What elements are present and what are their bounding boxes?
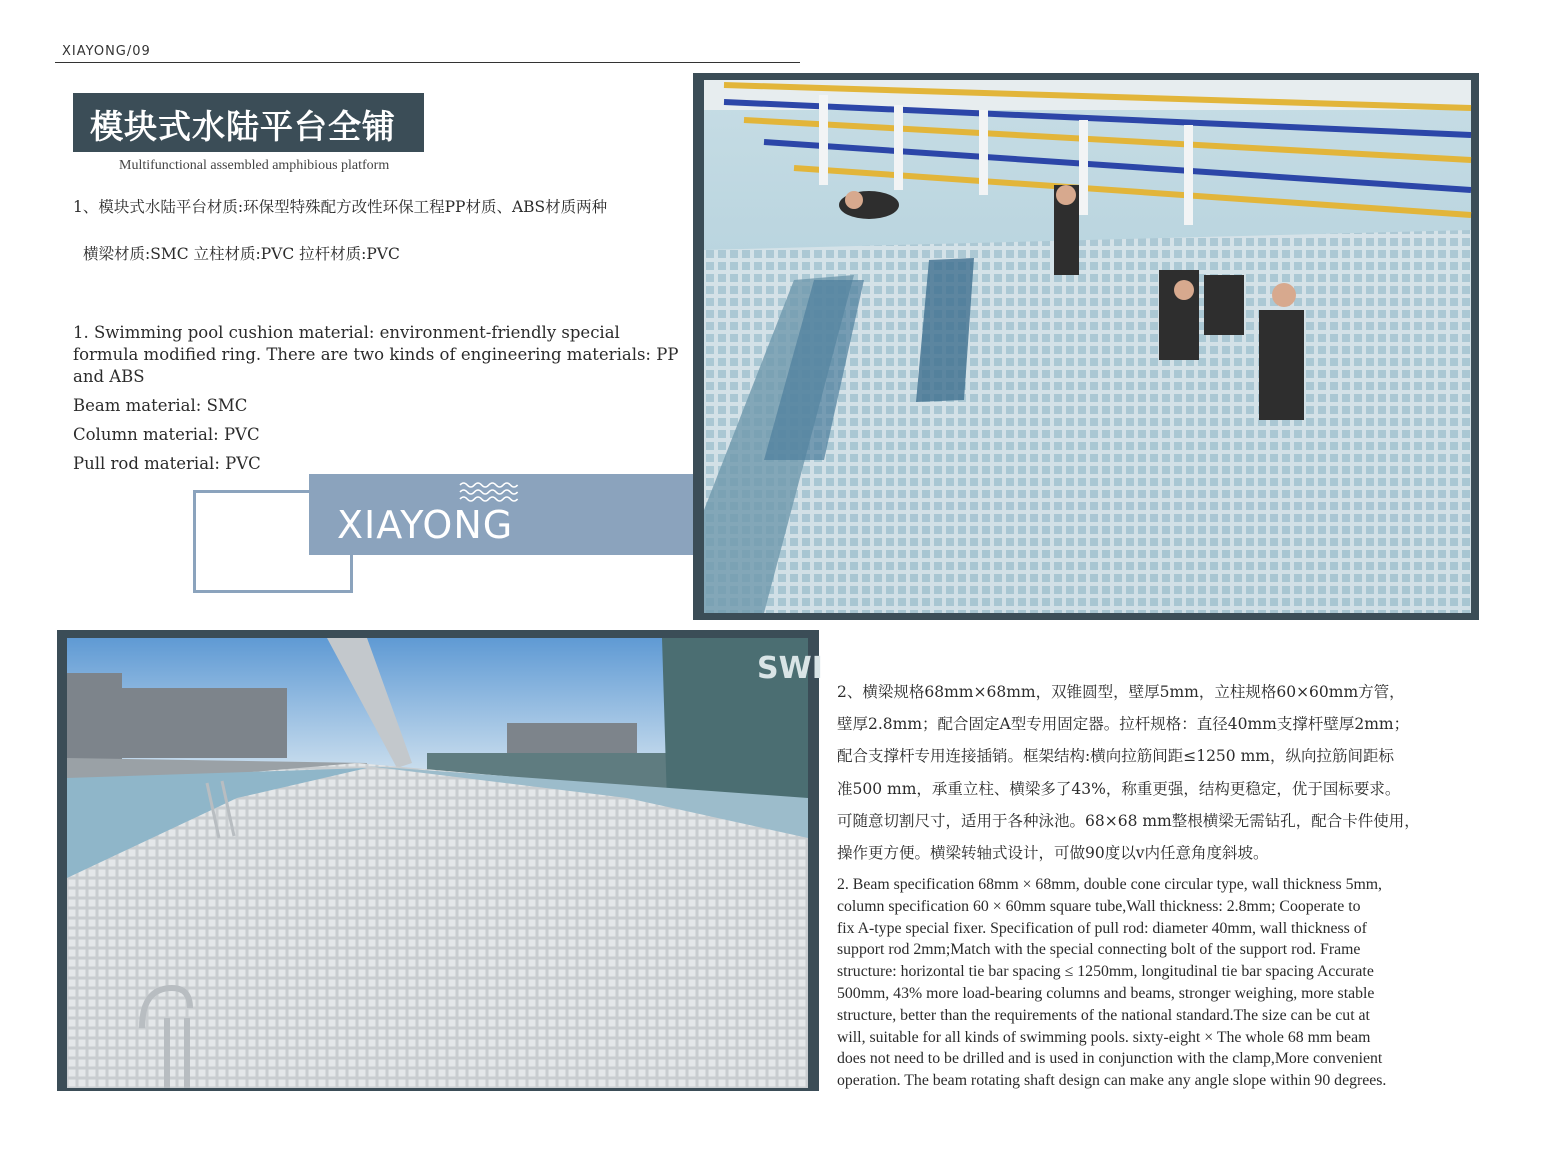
spec-en-line: support rod 2mm;Match with the special connecting bolt of the support rod. Frame: [837, 941, 1361, 959]
photo-covered-pool: [67, 638, 823, 1088]
spec-en-line: operation. The beam rotating shaft design can make any angle slope within 90 degrees.: [837, 1072, 1387, 1090]
material-cn-line-1: 1、模块式水陆平台材质:环保型特殊配方改性环保工程PP材质、ABS材质两种: [73, 198, 608, 216]
spec-cn-line: 壁厚2.8mm；配合固定A型专用固定器。拉杆规格：直径40mm支撑杆壁厚2mm；: [837, 715, 1410, 734]
spec-cn-line: 操作更方便。横梁转轴式设计，可做90度以v内任意角度斜坡。: [837, 844, 1269, 863]
spec-cn-line: 2、横梁规格68mm×68mm，双锥圆型，壁厚5mm，立柱规格60×60mm方管，: [837, 683, 1405, 701]
wave-icon: [459, 481, 519, 503]
spec-cn-block: [837, 676, 1477, 869]
spec-en-line: 500mm, 43% more load-bearing columns and beams, stronger weighing, more stable: [837, 984, 1375, 1002]
spec-cn-line: 准500 mm，承重立柱、横梁多了43%，称重更强，结构更稳定，优于国标要求。: [837, 779, 1401, 798]
spec-en-line: 2. Beam specification 68mm × 68mm, double cone circular type, wall thickness 5mm,: [837, 876, 1382, 893]
spec-en-line: does not need to be drilled and is used in conjunction with the clamp,More convenient: [837, 1050, 1383, 1068]
building-sign-text: SWI: [757, 651, 823, 686]
material-en-line: 1. Swimming pool cushion material: environment-friendly special formula modified ring. There are two kinds of engineering materials: PP and ABS: [73, 323, 679, 386]
spec-en-block: [837, 874, 1482, 1092]
material-en-line: Beam material: SMC: [73, 396, 248, 415]
page-subtitle: Multifunctional assembled amphibious platform: [119, 158, 390, 173]
material-cn-line-2: 横梁材质:SMC 立柱材质:PVC 拉杆材质:PVC: [83, 245, 400, 263]
material-en-line: Pull rod material: PVC: [73, 454, 261, 473]
spec-en-line: structure, better than the requirements of the national standard.The size can be cut at: [837, 1006, 1370, 1024]
spec-en-line: fix A-type special fixer. Specification of pull rod: diameter 40mm, wall thickness of: [837, 919, 1367, 937]
spec-cn-line: 可随意切割尺寸，适用于各种泳池。68×68 mm整根横梁无需钻孔，配合卡件使用，: [837, 811, 1420, 830]
header-divider: [55, 62, 800, 63]
brand-name: XIAYONG: [337, 503, 514, 547]
page-label: XIAYONG/09: [62, 44, 151, 59]
spec-en-line: column specification 60 × 60mm square tube,Wall thickness: 2.8mm; Cooperate to: [837, 897, 1361, 915]
page-title: 模块式水陆平台全铺: [90, 107, 396, 146]
photo-pool-installation: [704, 80, 1471, 613]
material-en-line: Column material: PVC: [73, 425, 260, 444]
spec-cn-line: 配合支撑杆专用连接插销。框架结构:横向拉筋间距≤1250 mm，纵向拉筋间距标: [837, 747, 1394, 766]
material-en-block: [73, 322, 683, 482]
spec-en-line: will, suitable for all kinds of swimming pools. sixty-eight × The whole 68 mm beam: [837, 1028, 1371, 1046]
spec-en-line: structure: horizontal tie bar spacing ≤ 1250mm, longitudinal tie bar spacing Accurate: [837, 963, 1374, 981]
